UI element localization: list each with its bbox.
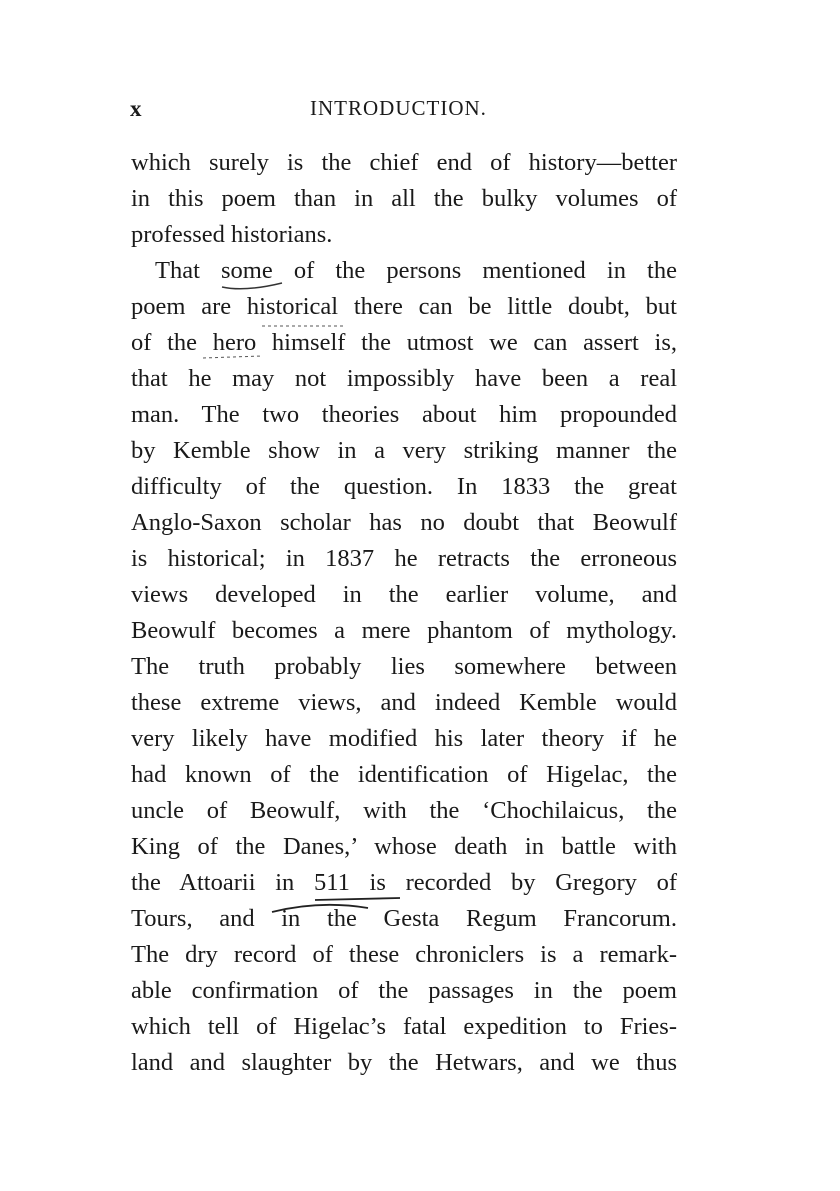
running-head: INTRODUCTION. [310,96,487,120]
text-line: poem are historical there can be little doubt, but [131,293,677,320]
text-line: Anglo-Saxon scholar has no doubt that Beowulf [131,509,677,536]
text-line: of the hero himself the utmost we can assert is, [131,329,677,356]
text-line: The truth probably lies somewhere between [131,653,677,680]
text-line: Tours, and in the Gesta Regum Francorum. [131,905,677,932]
text-line: difficulty of the question. In 1833 the great [131,473,677,500]
text-line: uncle of Beowulf, with the ‘Chochilaicus, the [131,797,677,824]
text-line: King of the Danes,’ whose death in battle with [131,833,677,860]
text-line: in this poem than in all the bulky volumes of [131,185,677,212]
text-line: is historical; in 1837 he retracts the erroneous [131,545,677,572]
text-line: The dry record of these chroniclers is a remark- [131,941,677,968]
text-line: very likely have modified his later theory if he [131,725,677,752]
text-line: land and slaughter by the Hetwars, and we thus [131,1049,677,1076]
page-header [130,96,678,126]
text-line: views developed in the earlier volume, and [131,581,677,608]
text-line: had known of the identification of Higelac, the [131,761,677,788]
text-line: which tell of Higelac’s fatal expedition to Fries- [131,1013,677,1040]
text-line: able confirmation of the passages in the poem [131,977,677,1004]
page-number: x [130,96,143,121]
body-text [131,145,677,1081]
text-line: these extreme views, and indeed Kemble would [131,689,677,716]
text-line: That some of the persons mentioned in the [155,257,677,284]
text-line: Beowulf becomes a mere phantom of mythology. [131,617,677,644]
text-line: that he may not impossibly have been a real [131,365,677,392]
text-line: man. The two theories about him propounded [131,401,677,428]
text-line: the Attoarii in 511 is recorded by Gregory of [131,869,677,896]
text-line: professed historians. [131,221,333,248]
text-line: by Kemble show in a very striking manner the [131,437,677,464]
text-line: which surely is the chief end of history—better [131,149,677,176]
